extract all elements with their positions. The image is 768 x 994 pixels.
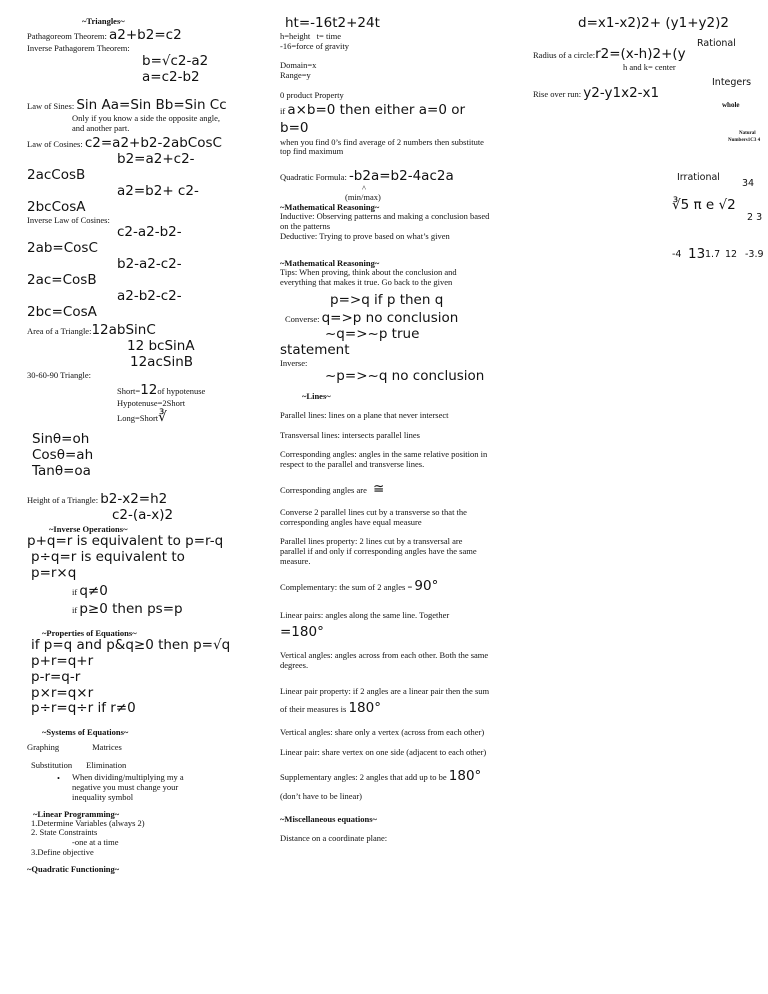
cos-def: Cosθ=ah <box>32 447 94 464</box>
radius-line <box>533 45 686 63</box>
prop-1: if p=q and p&q≥0 then p=√q <box>31 636 231 653</box>
ht-formula: ht=-16t2+24t <box>285 15 380 31</box>
if-word-1: if <box>72 586 80 597</box>
lp-2b: -one at a time <box>72 837 119 848</box>
radius-formula: r2=(x-h)2+(y <box>595 46 686 62</box>
area-label: Area of a Triangle: <box>27 325 92 336</box>
supplementary-label: Supplementary angles: 2 angles that add up to be <box>280 772 449 783</box>
linear-prog-heading: ~Linear Programming~ <box>33 808 120 819</box>
law-cosines-3: a2=b2+ c2-2bcCosA <box>27 182 199 215</box>
parallel: Parallel lines: lines on a plane that never intersect <box>280 409 449 420</box>
quad-heading: ~Quadratic Functioning~ <box>27 863 120 874</box>
zero-line <box>280 101 490 138</box>
law-sines-formula: Sin Aa=Sin Bb=Sin Cc <box>76 96 227 113</box>
zero-formula: a×b=0 then either a=0 or b=0 <box>280 101 466 137</box>
rise-line <box>533 84 659 102</box>
cond-1-line <box>27 582 237 600</box>
linear-pair-prop-label: Linear pair property: if 2 angles are a linear pair then the sum of their measures is <box>280 685 490 715</box>
venn-34: 34 <box>742 178 755 189</box>
lines-heading: ~Lines~ <box>302 390 331 401</box>
venn-13: 13 <box>688 246 706 262</box>
long-line <box>27 408 237 426</box>
linear-pairs-value: =180° <box>280 624 324 641</box>
cond-2: p≥0 then ps=p <box>79 600 183 617</box>
zero-prop: 0 product Property <box>280 89 344 100</box>
short-prefix: Short= <box>117 385 141 396</box>
quad-label: Quadratic Formula: <box>280 172 349 183</box>
area-3: 12acSinB <box>130 353 194 370</box>
rise-formula: y2-y1x2-x1 <box>583 85 660 101</box>
systems-row-2 <box>27 755 237 773</box>
math-reason-heading: ~Mathematical Reasoning~ <box>280 202 380 213</box>
tips: Tips: When proving, think about the conclusion and everything that makes it true. Go back to the given <box>280 266 459 287</box>
short-line <box>27 381 237 399</box>
law-sines-label: Law of Sines: <box>27 100 77 111</box>
quad-formula-line <box>280 167 490 185</box>
long-text: Long=Short <box>117 413 159 424</box>
height-2: c2-(a-x)2 <box>112 507 174 524</box>
zero-note: when you find 0’s find average of 2 numbers then substitute top find maximum <box>280 136 487 157</box>
inverse-label: Inverse: <box>280 358 308 369</box>
complementary-value: 90° <box>414 577 439 594</box>
tri-306090-label: 30-60-90 Triangle: <box>27 369 91 380</box>
linear-pairs-label: Linear pairs: angles along the same line. Together <box>280 609 450 620</box>
supplementary-value: 180° <box>448 768 482 785</box>
linear-pairs-line <box>280 605 490 642</box>
inv-op-1: p+q=r is equivalent to p=r-q <box>27 532 224 549</box>
math-reason-heading-2: ~Mathematical Reasoning~ <box>280 257 380 268</box>
rise-label: Rise over run: <box>533 89 584 99</box>
venn-23: 2 3 <box>747 212 763 223</box>
sin-def: Sinθ=oh <box>32 431 90 448</box>
vertical: Vertical angles: angles across from each other. Both the same degrees. <box>280 650 491 671</box>
inverse-pythag-label: Inverse Pathagorem Theorem: <box>27 43 130 53</box>
venn-17: 1.7 <box>705 249 721 260</box>
sys-note: When dividing/multiplying my a negative you must change your inequality symbol <box>72 772 186 802</box>
systems-bullet <box>27 773 237 802</box>
range: Range=y <box>280 70 311 81</box>
area-line <box>27 321 237 339</box>
systems-heading: ~Systems of Equations~ <box>42 727 129 738</box>
area-2: 12 bcSinA <box>127 337 195 354</box>
venn-rational: Rational <box>697 38 736 49</box>
law-cosines-2: b2=a2+c2-2acCosB <box>27 150 195 183</box>
venn-natural-2: Numbers1C3 4 <box>728 138 761 143</box>
venn-whole: whole <box>722 101 740 109</box>
long-root: ∛ <box>158 409 167 426</box>
short-suffix: of hypotenuse <box>157 385 206 396</box>
supplementary-note: (don’t have to be linear) <box>280 790 362 801</box>
column-2 <box>280 16 490 844</box>
corr-congruent-label: Corresponding angles are <box>280 484 369 495</box>
short-value: 12 <box>140 381 158 398</box>
hyp-line: Hypotenuse=2Short <box>117 397 186 408</box>
inverse-formula: ~p=>~q no conclusion <box>325 367 485 384</box>
lp-2: 2. State Constraints <box>31 827 98 838</box>
venn-irr-examples: ∛5 π e √2 <box>672 197 736 213</box>
prop-2: p+r=q+r <box>31 652 94 669</box>
linear-pair-prop-line <box>280 681 490 718</box>
law-cosines-1: c2=a2+b2-2abCosC <box>84 134 222 151</box>
tan-def: Tanθ=oa <box>32 463 91 480</box>
inv-law-cosines-label: Inverse Law of Cosines: <box>27 214 110 225</box>
distance: Distance on a coordinate plane: <box>280 833 388 844</box>
height-1: b2-x2=h2 <box>100 491 168 508</box>
converse-line <box>280 309 490 327</box>
law-cosines-line <box>27 134 237 152</box>
p-then-q: p=>q if p then q <box>330 292 444 309</box>
inverse-ops-heading: ~Inverse Operations~ <box>49 523 128 534</box>
cond-1: q≠0 <box>79 582 108 599</box>
inv-law-cosines-3: a2-b2-c2-2bc=CosA <box>27 288 182 320</box>
column-1 <box>27 16 237 874</box>
inverse-pythag-1: b=√c2-a2 <box>142 52 209 69</box>
triangles-heading: ~Triangles~ <box>82 16 125 26</box>
hk-center: h and k= center <box>623 62 676 72</box>
corr-congruent-line <box>280 480 490 498</box>
venn-integers: Integers <box>712 77 752 88</box>
corresponding: Corresponding angles: angles in the same relative position in respect to the parallel and transverse lines. <box>280 449 490 470</box>
sys-matrices: Matrices <box>92 742 122 753</box>
bullet-dot: • <box>57 773 60 784</box>
inductive: Inductive: Observing patterns and making a conclusion based on the patterns <box>280 211 492 232</box>
corr-congruent-symbol: ≅ <box>373 480 385 497</box>
area-1: 12abSinC <box>91 321 156 338</box>
cond-2-line <box>27 600 237 618</box>
sys-graphing: Graphing <box>27 742 60 753</box>
venn-natural-1: Natural <box>739 131 756 136</box>
inv-law-cosines-1: c2-a2-b2-2ab=CosC <box>27 224 182 257</box>
converse-parallel: Converse 2 parallel lines cut by a transverse so that the corresponding angles have equal measure <box>280 506 470 527</box>
pythag-line <box>27 26 237 44</box>
inv-law-cosines-2: b2-a2-c2-2ac=CosB <box>27 256 182 289</box>
lp-1: 1.Determine Variables (always 2) <box>31 817 145 828</box>
column-3 <box>533 16 763 32</box>
prop-4: p×r=q×r <box>31 684 94 701</box>
prop-5: p÷r=q÷r if r≠0 <box>31 700 136 717</box>
linear-pair-prop-value: 180° <box>348 700 381 717</box>
venn-neg4: -4 <box>672 249 682 260</box>
pythag-formula: a2+b2=c2 <box>109 27 182 43</box>
pythag-label: Pathagoreom Theorem: <box>27 31 109 41</box>
sys-substitution: Substitution <box>31 760 73 771</box>
distance-formula: d=x1-x2)2+ (y1+y2)2 <box>578 15 729 31</box>
inv-op-2: p÷q=r is equivalent to p=r×q <box>31 548 190 581</box>
height-label: Height of a Triangle: <box>27 495 101 506</box>
h-def: h=height t= time <box>280 30 342 41</box>
misc-heading: ~Miscellaneous equations~ <box>280 814 377 825</box>
caret: ^ <box>362 183 366 194</box>
minmax: (min/max) <box>345 191 381 202</box>
lp-3: 3.Define objective <box>31 846 94 857</box>
venn-12: 12 <box>725 249 738 260</box>
inverse-pythag-2: a=c2-b2 <box>142 68 200 85</box>
law-cosines-label: Law of Cosines: <box>27 138 85 149</box>
deductive: Deductive: Trying to prove based on what’s given <box>280 231 450 241</box>
systems-row-1 <box>27 737 237 755</box>
height-line <box>27 490 237 508</box>
complementary-line <box>280 577 490 595</box>
prop-3: p-r=q-r <box>31 668 81 685</box>
radius-label: Radius of a circle: <box>533 50 596 60</box>
converse-label: Converse: <box>285 314 322 325</box>
zero-if: if <box>280 105 288 116</box>
domain: Domain=x <box>280 60 317 71</box>
venn-irrational: Irrational <box>677 172 720 183</box>
supplementary-line <box>280 767 490 804</box>
parallel-property: Parallel lines property: 2 lines cut by a transversal are parallel if and only if corresponding angles have the same measure. <box>280 536 479 566</box>
if-word-2: if <box>72 604 80 615</box>
sys-elimination: Elimination <box>86 760 127 771</box>
props-heading: ~Properties of Equations~ <box>42 627 137 638</box>
converse-formula: q=>p no conclusion <box>321 310 459 327</box>
law-sines-note: Only if you know a side the opposite angle, and another part. <box>72 113 223 133</box>
linear-pair-2: Linear pair: share vertex on one side (adjacent to each other) <box>280 746 487 757</box>
venn-neg39: -3.9 <box>745 249 764 260</box>
grav-def: -16=force of gravity <box>280 40 349 51</box>
contra-formula: ~q=>~p true statement <box>280 326 424 359</box>
quad-formula: -b2a=b2-4ac2a <box>348 168 454 185</box>
vertical-2: Vertical angles: share only a vertex (across from each other) <box>280 726 485 737</box>
complementary-label: Complementary: the sum of 2 angles = <box>280 581 415 592</box>
transversal: Transversal lines: intersects parallel lines <box>280 429 420 440</box>
law-sines-line <box>27 96 237 114</box>
